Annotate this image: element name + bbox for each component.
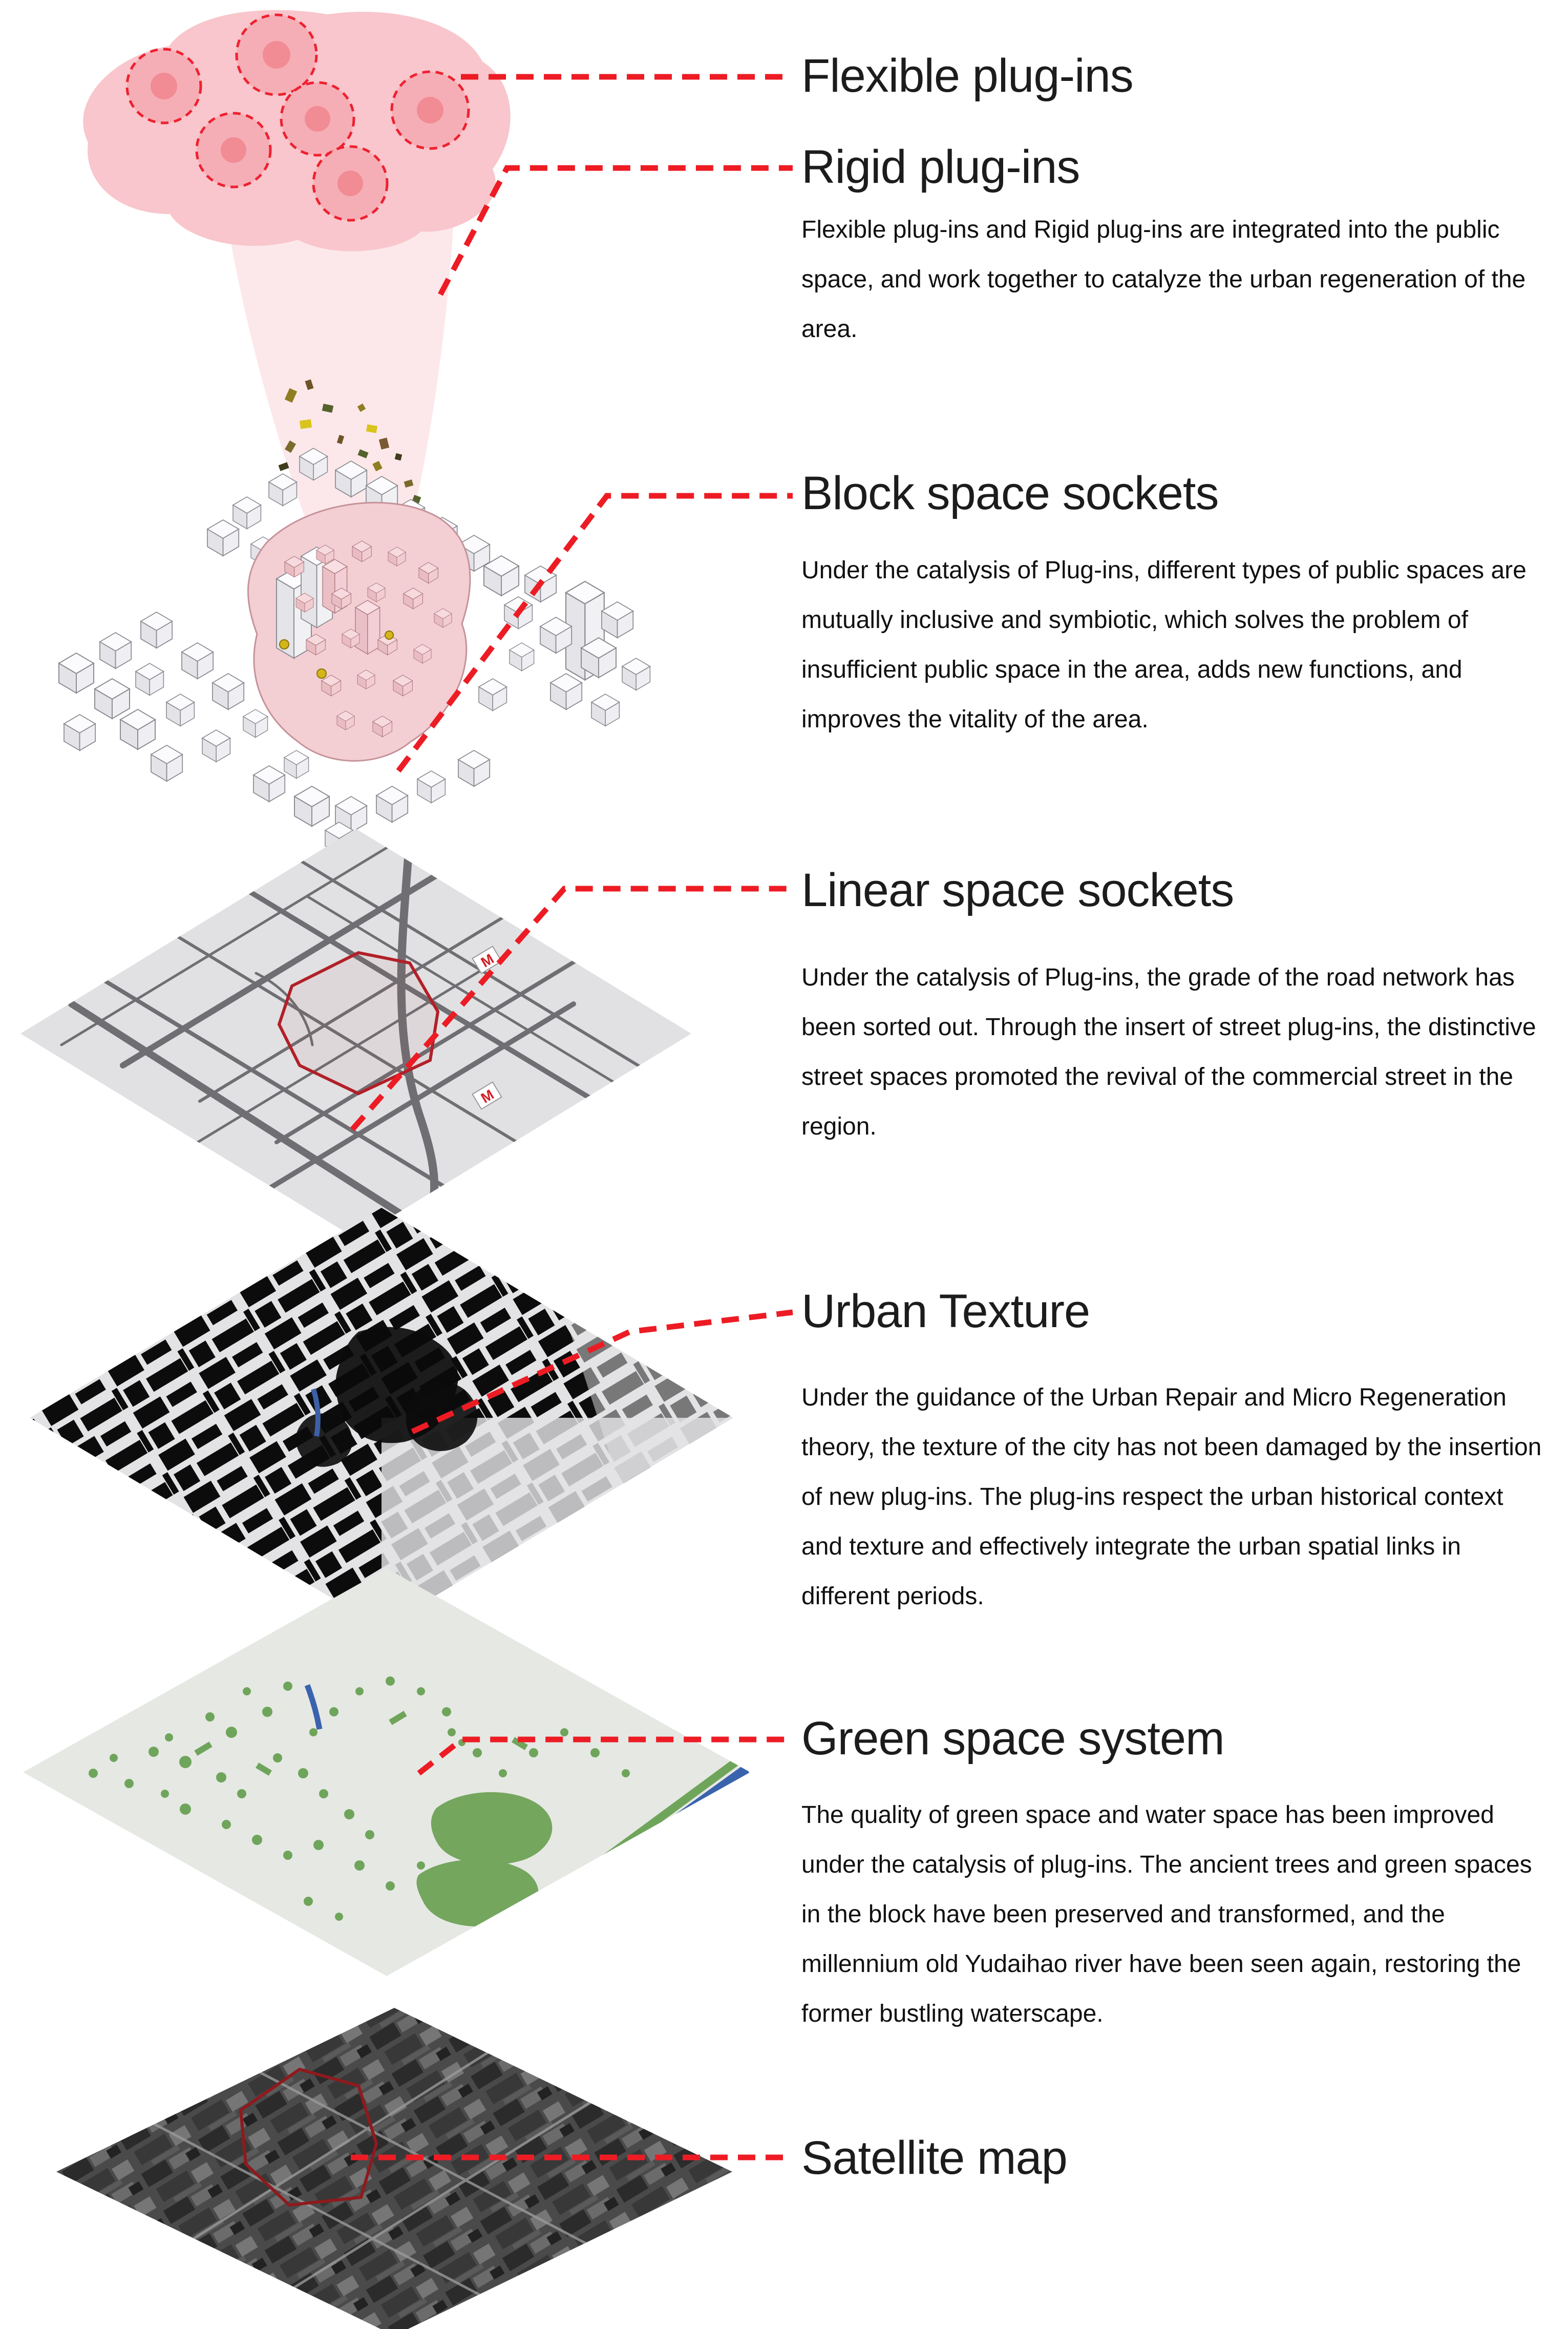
- paragraph-plugins: Flexible plug-ins and Rigid plug-ins are integrated into the public space, and work together to catalyze the urban regeneration of the area.: [801, 216, 1526, 343]
- heading-rigid-plugins: Rigid plug-ins: [801, 141, 1080, 193]
- heading-flexible-plugins: Flexible plug-ins: [801, 50, 1133, 102]
- paragraph-urban-texture: Under the guidance of the Urban Repair and Micro Regeneration theory, the texture of the city has not been damaged by the insertion of new plug-ins. The plug-ins respect the urban historical context and texture and effectively integrate the urban spatial links in different periods.: [801, 1384, 1542, 1610]
- paragraph-linear-space: Under the catalysis of Plug-ins, the grade of the road network has been sorted out. Through the insert of street plug-ins, the distinctive street spaces promoted the revival of the commercial street in the region.: [801, 964, 1536, 1140]
- svg-text:M: M: [478, 1086, 497, 1106]
- linear-space-road-map: [20, 829, 739, 1260]
- heading-linear-space-sockets: Linear space sockets: [801, 864, 1234, 916]
- satellite-map-layer: [56, 2008, 732, 2329]
- green-lobe-upper: [431, 1792, 552, 1865]
- svg-text:M: M: [478, 950, 497, 971]
- block-space-city-model: [59, 448, 650, 854]
- paragraph-block-space: Under the catalysis of Plug-ins, different types of public spaces are mutually inclusive and symbiotic, which solves the problem of insufficient public space in the area, adds new functions, and improves the vitality of the area.: [801, 557, 1527, 733]
- paragraph-green-space: The quality of green space and water space has been improved under the catalysis of plug-ins. The ancient trees and green spaces in the block have been preserved and transformed, and the millennium old Yudaihao river have been seen again, restoring the former bustling waterscape.: [801, 1801, 1532, 2027]
- heading-green-space-system: Green space system: [801, 1712, 1224, 1765]
- green-space-map: [23, 1568, 750, 1976]
- flexible-plugins-cloud: [83, 10, 510, 535]
- heading-urban-texture: Urban Texture: [801, 1285, 1090, 1337]
- heading-satellite-map: Satellite map: [801, 2132, 1067, 2184]
- urban-texture-figure-ground: [30, 1208, 733, 1628]
- heading-block-space-sockets: Block space sockets: [801, 467, 1219, 519]
